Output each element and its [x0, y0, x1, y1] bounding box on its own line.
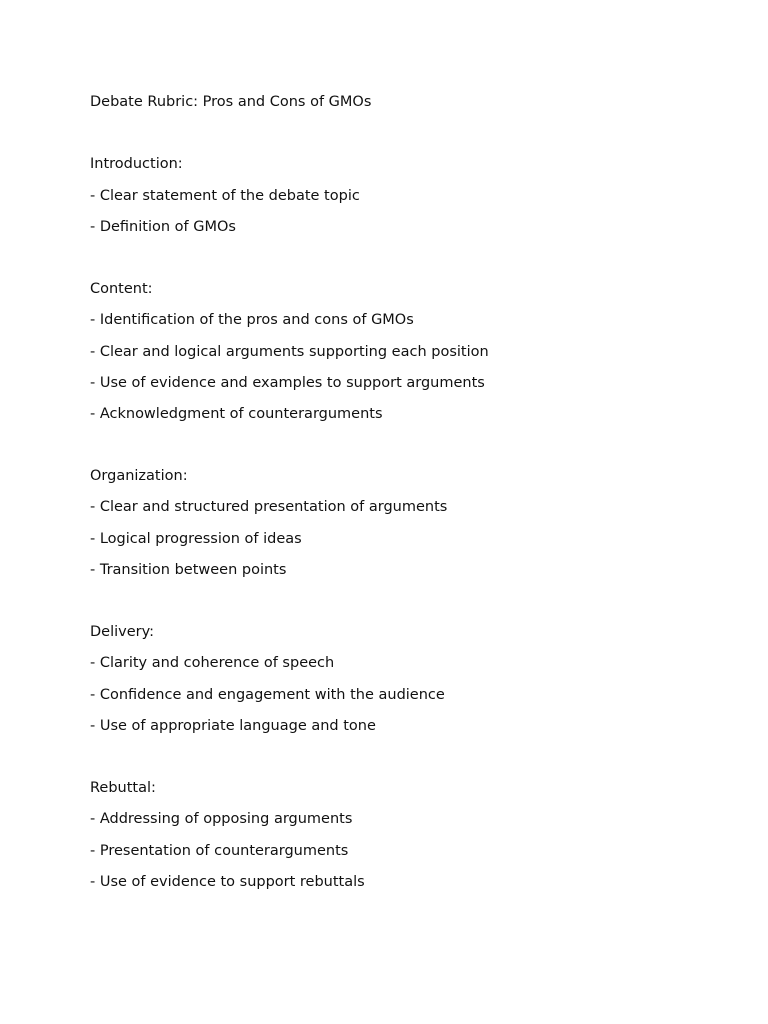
list-item: - Clear and logical arguments supporting each position: [90, 343, 489, 360]
document-page: [90, 92, 710, 903]
section-heading-rebuttal: Rebuttal:: [90, 780, 156, 797]
list-item: - Presentation of counterarguments: [90, 842, 349, 859]
list-item: - Transition between points: [90, 561, 287, 578]
spacer: [90, 248, 710, 279]
list-item: - Use of evidence to support rebuttals: [90, 873, 365, 890]
list-item: - Acknowledgment of counterarguments: [90, 405, 383, 422]
spacer: [90, 123, 710, 154]
spacer: [90, 435, 710, 466]
list-item: - Logical progression of ideas: [90, 530, 302, 547]
list-item: - Clear and structured presentation of arguments: [90, 499, 448, 516]
list-item: - Definition of GMOs: [90, 218, 236, 235]
list-item: - Addressing of opposing arguments: [90, 811, 353, 828]
list-item: - Use of appropriate language and tone: [90, 717, 376, 734]
list-item: - Identification of the pros and cons of GMOs: [90, 312, 414, 329]
list-item: - Use of evidence and examples to support arguments: [90, 374, 485, 391]
list-item: - Confidence and engagement with the audience: [90, 686, 445, 703]
section-heading-content: Content:: [90, 281, 153, 298]
section-heading-introduction: Introduction:: [90, 156, 183, 173]
spacer: [90, 591, 710, 622]
spacer: [90, 747, 710, 778]
section-heading-delivery: Delivery:: [90, 624, 155, 641]
section-heading-organization: Organization:: [90, 468, 188, 485]
list-item: - Clear statement of the debate topic: [90, 187, 360, 204]
list-item: - Clarity and coherence of speech: [90, 655, 335, 672]
document-title: Debate Rubric: Pros and Cons of GMOs: [90, 94, 372, 110]
